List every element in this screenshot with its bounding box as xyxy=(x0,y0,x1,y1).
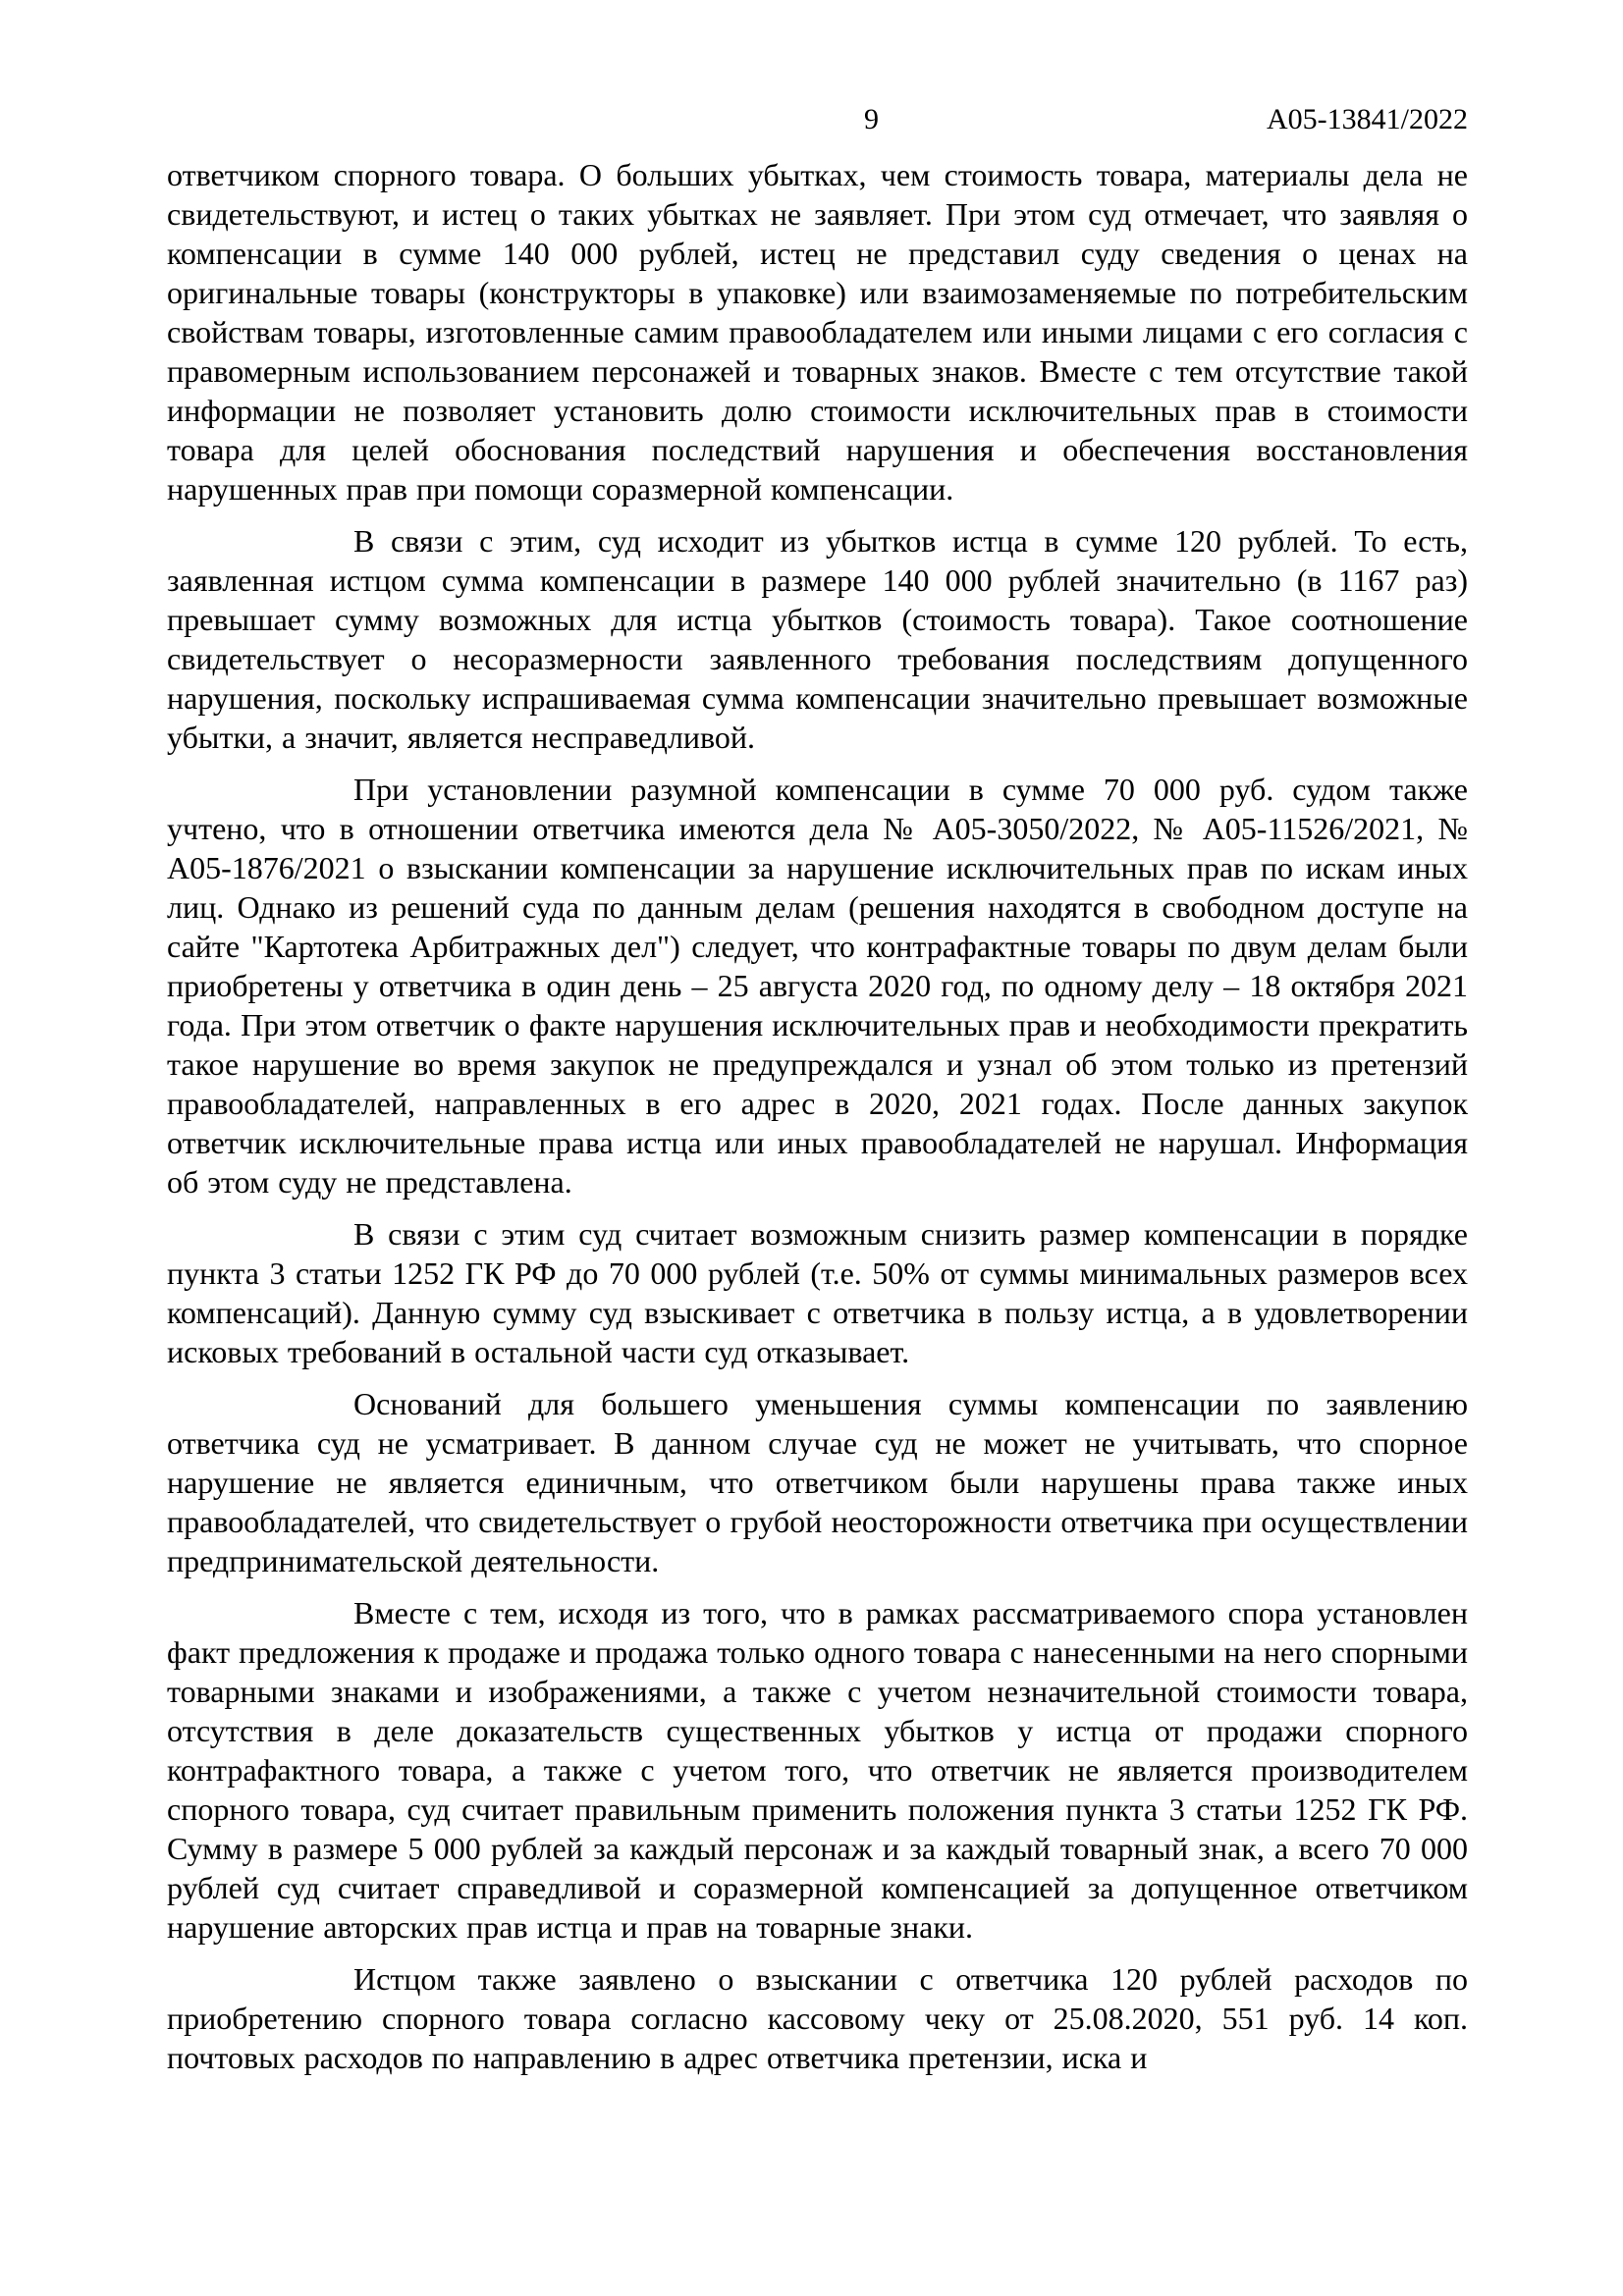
paragraph-goods-cost-reasoning: ответчиком спорного товара. О больших убытках, чем стоимость товара, материалы дела не свидетельствуют, и истец о таких убытках не заявляет. При этом суд отмечает, что заявляя о компенсации в сумме 140 000 рублей, истец не представил суду сведения о ценах на оригинальные товары (конструкторы в упаковке) или взаимозаменяемые по потребительским свойствам товары, изготовленные самим правообладателем или иными лицами с его согласия с правомерным использованием персонажей и товарных знаков. Вместе с тем отсутствие такой информации не позволяет установить долю стоимости исключительных прав в стоимости товара для целей обоснования последствий нарушения и обеспечения восстановления нарушенных прав при помощи соразмерной компенсации. xyxy=(167,157,1468,507)
paragraph-compensation-reduction: В связи с этим суд считает возможным снизить размер компенсации в порядке пункта 3 статьи 1252 ГК РФ до 70 000 рублей (т.е. 50% от суммы минимальных размеров всех компенсаций). Данную сумму суд взыскивает с ответчика в пользу истца, а в удовлетворении исковых требований в остальной части суд отказывает. xyxy=(167,1216,1468,1369)
paragraph-losses-120-rubles: В связи с этим, суд исходит из убытков истца в сумме 120 рублей. То есть, заявленная истцом сумма компенсации в размере 140 000 рублей значительно (в 1167 раз) превышает сумму возможных для истца убытков (стоимость товара). Такое соотношение свидетельствует о несоразмерности заявленного требования последствиям допущенного нарушения, поскольку испрашиваемая сумма компенсации значительно превышает возможные убытки, а значит, является несправедливой. xyxy=(167,523,1468,755)
paragraph-additional-expenses-claim: Истцом также заявлено о взыскании с ответчика 120 рублей расходов по приобретению спорного товара согласно кассовому чеку от 25.08.2020, 551 руб. 14 коп. почтовых расходов по направлению в адрес ответчика претензии, иска и xyxy=(167,1961,1468,2075)
case-number: А05-13841/2022 xyxy=(1267,103,1468,135)
page-header xyxy=(0,0,1623,147)
decision-text xyxy=(167,155,1468,2090)
page-number: 9 xyxy=(864,103,879,135)
paragraph-fair-compensation-amount: Вместе с тем, исходя из того, что в рамках рассматриваемого спора установлен факт предложения к продаже и продажа только одного товара с нанесенными на него спорными товарными знаками и изображениями, а также с учетом незначительной стоимости товара, отсутствия в деле доказательств существенных убытков у истца от продажи спорного контрафактного товара, а также с учетом того, что ответчик не является производителем спорного товара, суд считает правильным применить положения пункта 3 статьи 1252 ГК РФ. Сумму в размере 5 000 рублей за каждый персонаж и за каждый товарный знак, а всего 70 000 рублей суд считает справедливой и соразмерной компенсацией за допущенное ответчиком нарушение авторских прав истца и прав на товарные знаки. xyxy=(167,1595,1468,1945)
paragraph-other-cases-considered: При установлении разумной компенсации в сумме 70 000 руб. судом также учтено, что в отношении ответчика имеются дела № А05-3050/2022, № А05-11526/2021, № А05-1876/2021 о взыскании компенсации за нарушение исключительных прав по искам иных лиц. Однако из решений суда по данным делам (решения находятся в свободном доступе на сайте "Картотека Арбитражных дел") следует, что контрафактные товары по двум делам были приобретены у ответчика в один день – 25 августа 2020 год, по одному делу – 18 октября 2021 года. При этом ответчик о факте нарушения исключительных прав и необходимости прекратить такое нарушение во время закупок не предупреждался и узнал об этом только из претензий правообладателей, направленных в его адрес в 2020, 2021 годах. После данных закупок ответчик исключительные права истца или иных правообладателей не нарушал. Информация об этом суду не представлена. xyxy=(167,772,1468,1200)
paragraph-no-further-reduction: Оснований для большего уменьшения суммы компенсации по заявлению ответчика суд не усматривает. В данном случае суд не может не учитывать, что спорное нарушение не является единичным, что ответчиком были нарушены права также иных правообладателей, что свидетельствует о грубой неосторожности ответчика при осуществлении предпринимательской деятельности. xyxy=(167,1386,1468,1578)
